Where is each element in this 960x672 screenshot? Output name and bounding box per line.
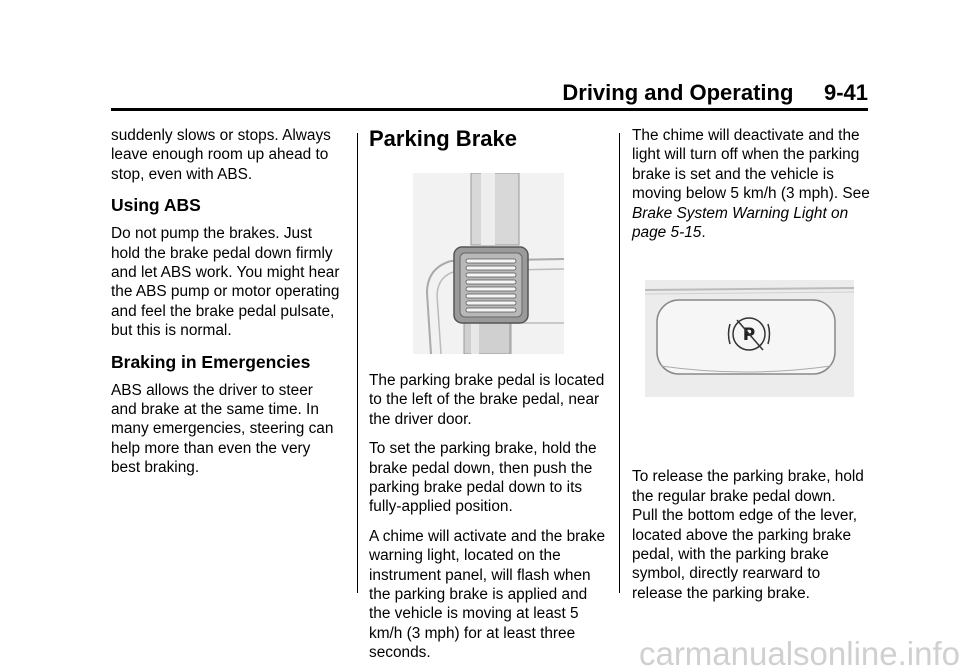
deactivate-paragraph [632,126,872,242]
abs-paragraph: Do not pump the brakes. Just hold the brake pedal down firmly and let ABS work. You might hear the ABS pump or motor operating and feel the brake pedal pulsate, but this is normal. [111,225,340,340]
column-left [111,126,341,488]
heading-braking-emergencies: Braking in Emergencies [111,351,311,372]
intro-paragraph: suddenly slows or stops. Always leave enough room up ahead to stop, even with ABS. [111,127,331,183]
heading-parking-brake: Parking Brake [369,126,517,151]
brake-warning-light-link[interactable]: Brake System Warning Light on page 5-15 [632,204,849,242]
parking-brake-release-lever-illustration [645,280,854,397]
deactivate-end: . [701,224,706,242]
set-parking-brake-paragraph: To set the parking brake, hold the brake pedal down, then push the parking brake pedal down to its fully-applied position. [369,440,597,516]
column-divider-right [619,133,620,593]
header-rule [111,108,868,111]
pull-lever-paragraph: Pull the bottom edge of the lever, located above the parking brake pedal, with the parking brake symbol, directly rearward to release the parking brake. [632,507,858,602]
emergencies-paragraph: ABS allows the driver to steer and brake at the same time. In many emergencies, steering can help more than even the very best braking. [111,381,334,477]
release-paragraph: To release the parking brake, hold the regular brake pedal down. [632,468,864,505]
watermark: carmanualsonline.info [638,635,960,672]
deactivate-text: The chime will deactivate and the light will turn off when the parking brake is set and the vehicle is moving below 5 km/h (3 mph). See [632,127,870,203]
page-header-title: Driving and Operating 9-41 [562,80,868,105]
parking-brake-pedal-illustration [413,173,564,354]
chime-paragraph: A chime will activate and the brake warning light, located on the instrument panel, will flash when the parking brake is applied and the vehicle is moving at least 5 km/h (3 mph) for at least three seconds. [369,527,606,662]
heading-using-abs: Using ABS [111,195,201,216]
column-divider-left [357,133,358,593]
parking-brake-location-paragraph: The parking brake pedal is located to the left of the brake pedal, near the driver door. [369,372,605,428]
svg-text:P: P [742,325,756,345]
